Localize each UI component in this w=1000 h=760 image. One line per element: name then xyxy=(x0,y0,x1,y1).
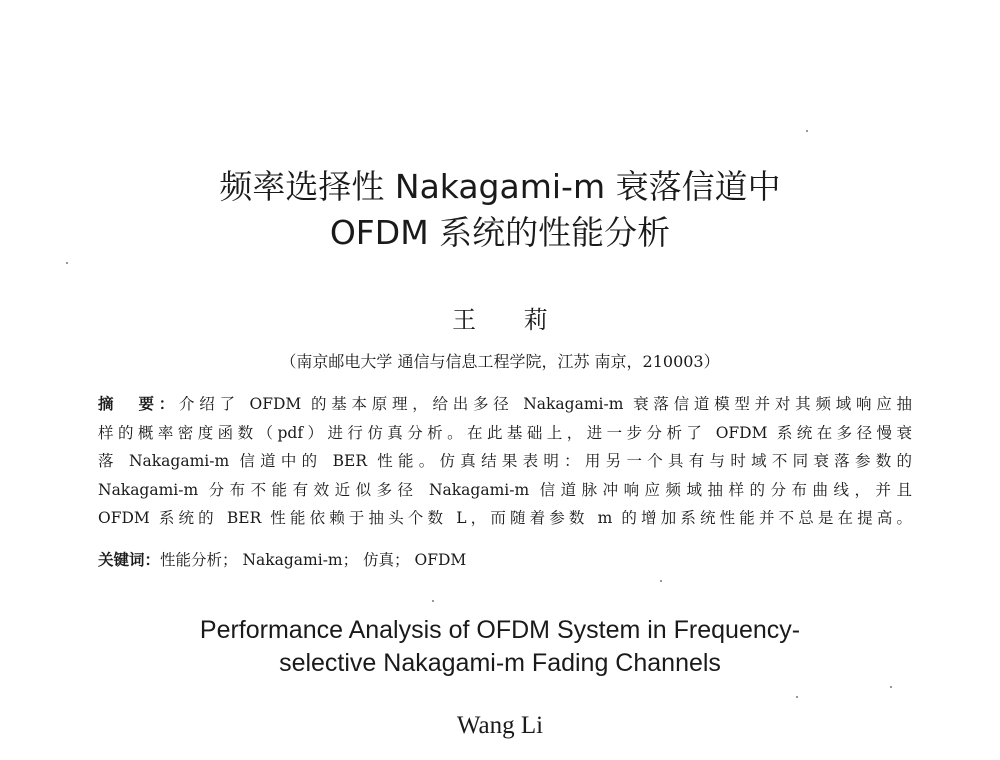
abstract-line-1 xyxy=(98,390,912,419)
affiliation: （南京邮电大学 通信与信息工程学院，江苏 南京，210003） xyxy=(280,352,720,371)
scan-speck xyxy=(806,130,808,132)
keywords-text: 性能分析； Nakagami-m； 仿真； OFDM xyxy=(160,551,467,569)
abstract-label: 摘 要： xyxy=(98,394,180,413)
abstract-line-2: 样的概率密度函数（pdf）进行仿真分析。在此基础上，进一步分析了 OFDM 系统在多径慢衰 xyxy=(98,423,912,442)
abstract xyxy=(98,390,912,533)
scan-speck xyxy=(66,262,68,264)
english-author: Wang Li xyxy=(456,712,544,739)
keywords-label: 关键词： xyxy=(98,550,161,569)
abstract-line-3: 落 Nakagami-m 信道中的 BER 性能。仿真结果表明：用另一个具有与时域不同衰落参数的 xyxy=(98,452,912,471)
chinese-title xyxy=(0,164,1000,256)
english-title-line-2: selective Nakagami-m Fading Channels xyxy=(279,649,721,677)
scan-speck xyxy=(890,686,892,688)
scan-speck xyxy=(660,580,662,582)
abstract-line-4: Nakagami-m 分布不能有效近似多径 Nakagami-m 信道脉冲响应频域抽样的分布曲线，并且 xyxy=(98,480,912,499)
keywords xyxy=(98,548,466,570)
abstract-line-5: OFDM 系统的 BER 性能依赖于抽头个数 L，而随着参数 m 的增加系统性能并不总是在提高。 xyxy=(98,509,912,528)
chinese-title-line-2: OFDM 系统的性能分析 xyxy=(329,213,671,252)
scan-speck xyxy=(796,696,798,698)
abstract-text-1: 介绍了 OFDM 的基本原理，给出多径 Nakagami-m 衰落信道模型并对其频域响应抽 xyxy=(179,395,912,413)
english-title xyxy=(0,614,1000,680)
english-title-line-1: Performance Analysis of OFDM System in Frequency- xyxy=(199,616,801,644)
chinese-author: 王 莉 xyxy=(452,306,568,334)
chinese-title-line-1: 频率选择性 Nakagami-m 衰落信道中 xyxy=(219,167,781,206)
scan-speck xyxy=(432,600,434,602)
